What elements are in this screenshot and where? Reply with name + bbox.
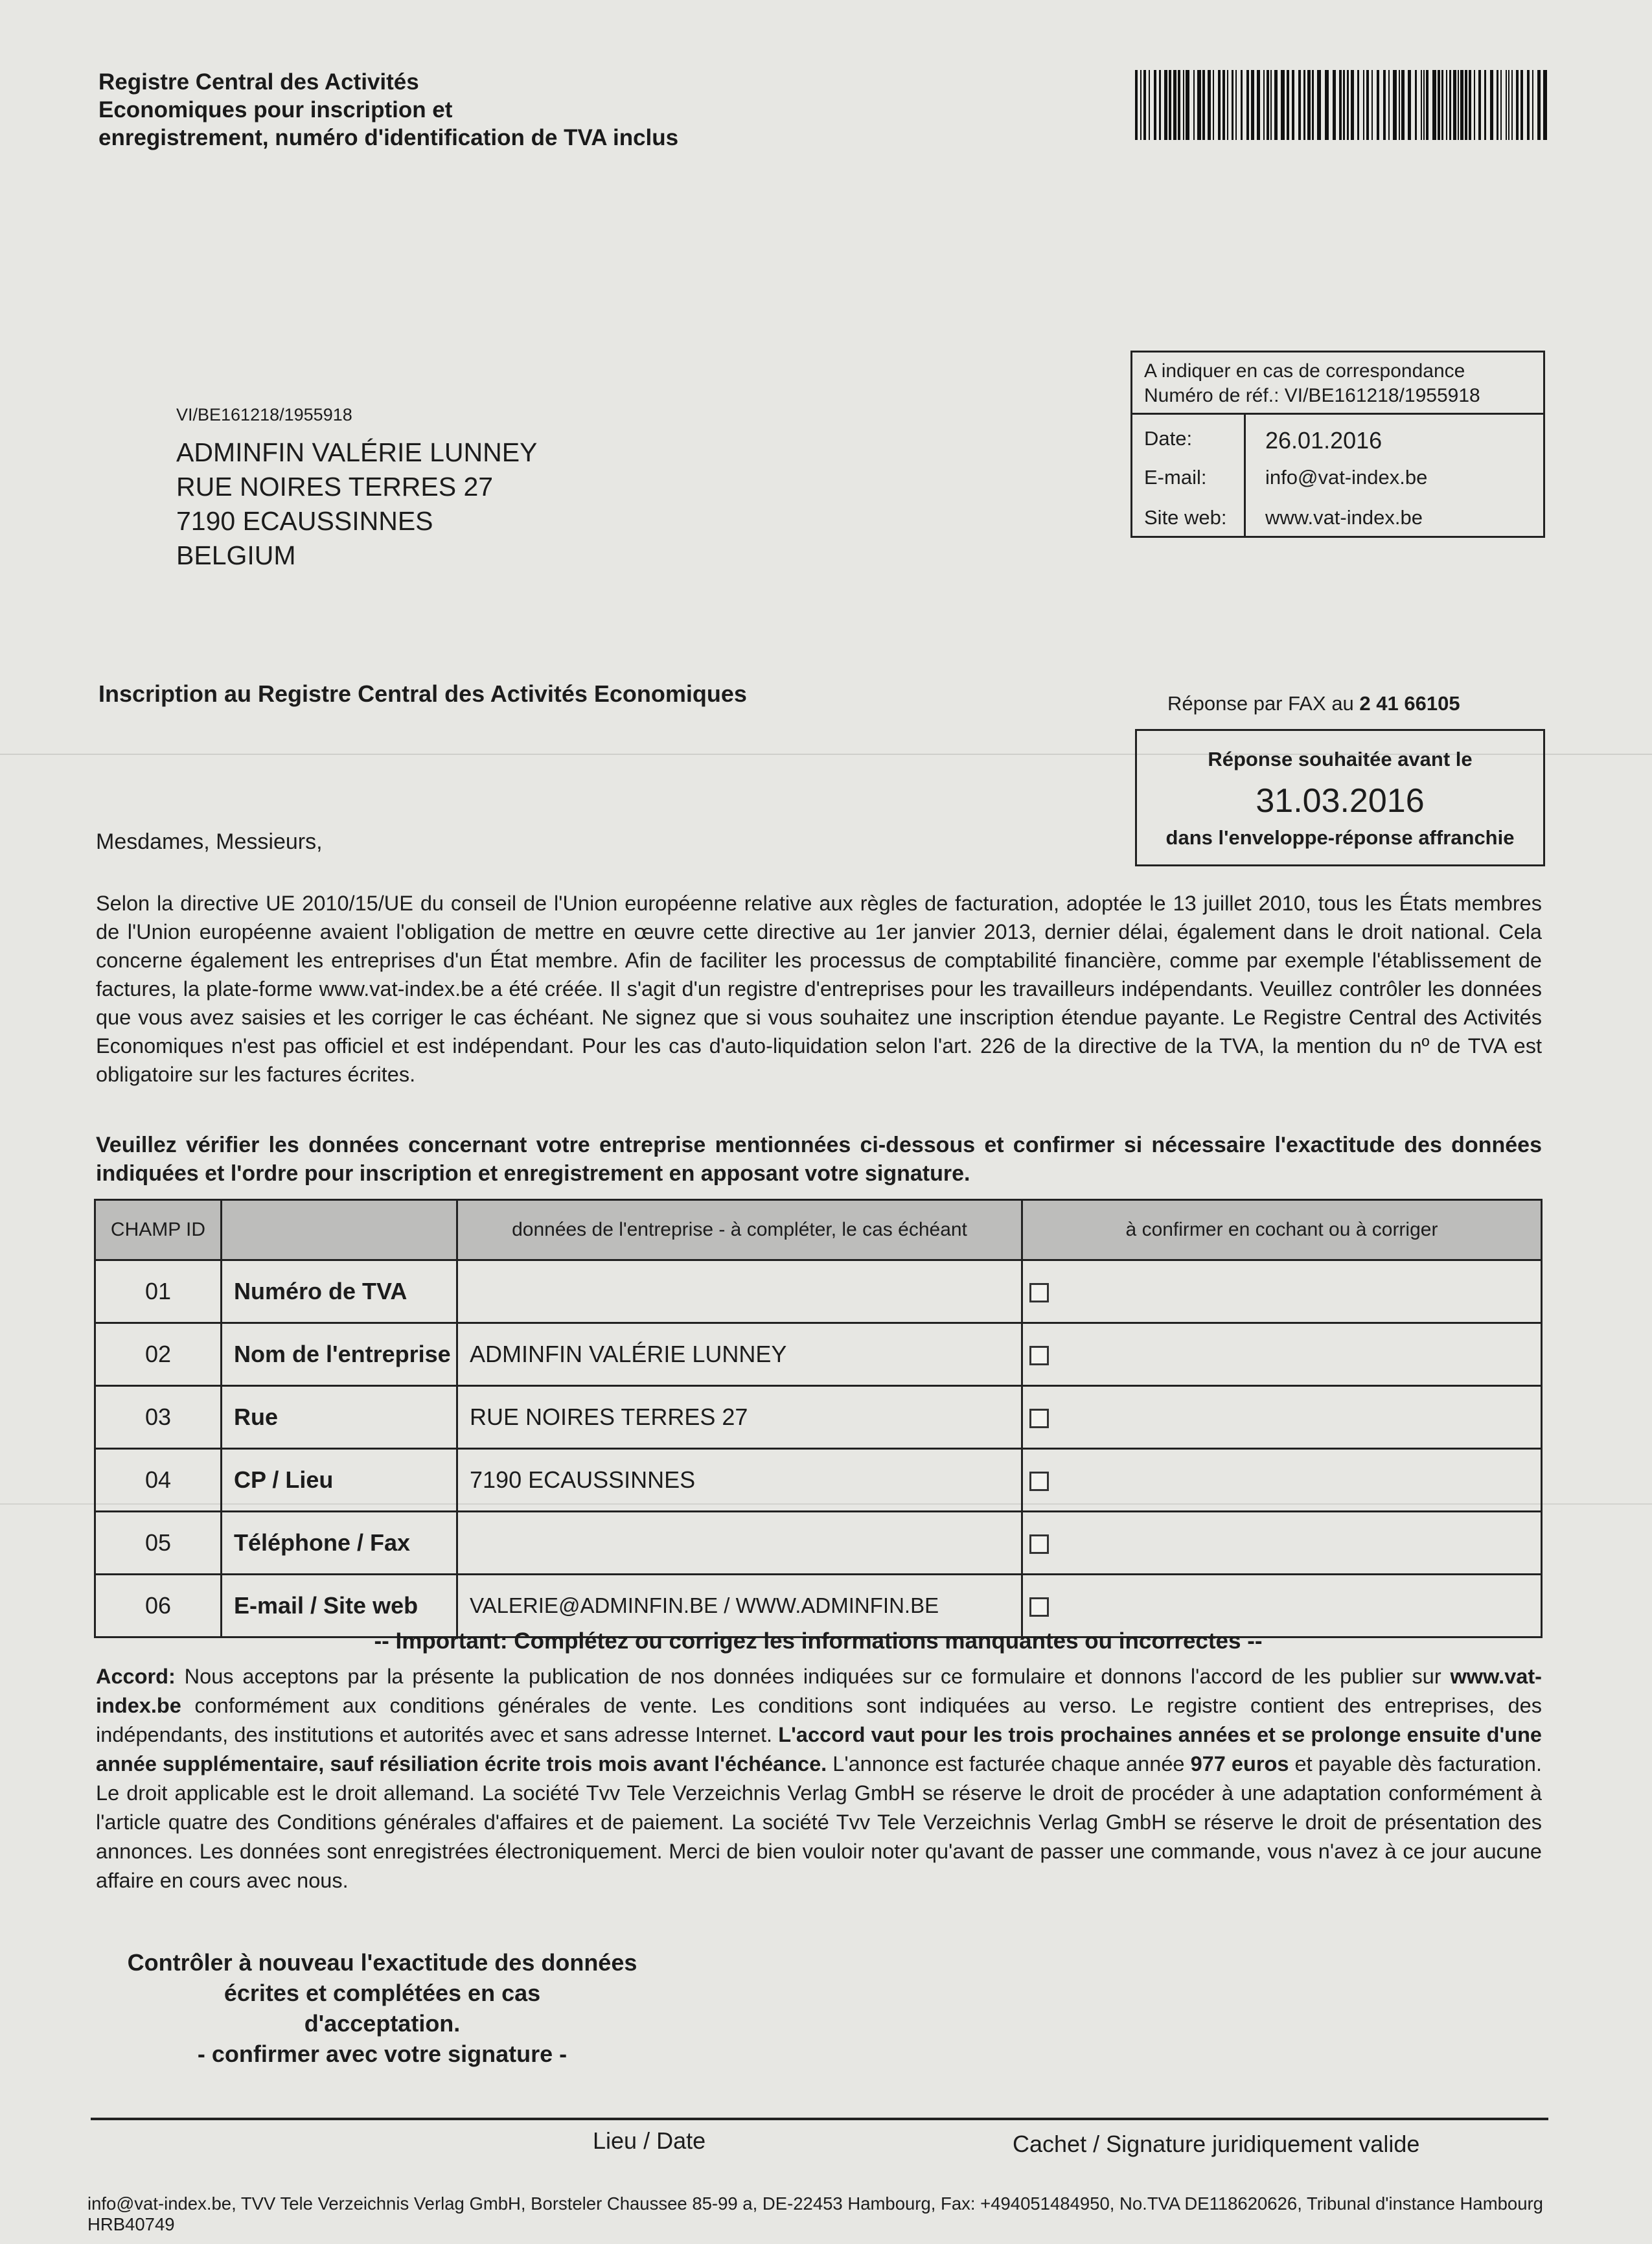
confirm-checkbox[interactable] [1029,1409,1049,1428]
barcode-icon [1135,70,1547,140]
confirm-cell [1022,1575,1542,1637]
header-title [98,68,678,152]
field-label: CP / Lieu [222,1449,457,1512]
deadline-date: 31.03.2016 [1256,782,1425,820]
company-data-table [94,1199,1543,1638]
field-label: Numéro de TVA [222,1260,457,1323]
table-row [95,1386,1542,1449]
address-reference: VI/BE161218/1955918 [176,405,352,424]
correspondence-reference: Numéro de réf.: VI/BE161218/1955918 [1144,385,1480,406]
deadline-envelope-note: dans l'enveloppe-réponse affranchie [1165,826,1515,849]
deadline-box [1135,729,1545,866]
accord-term-clause: L'accord vaut pour les trois prochaines années et se prolonge ensuite d'une année supplémentaire, sauf résiliation écrite trois mois avant l'échéance. [96,1723,1542,1776]
accord-website: www.vat-index.be [96,1665,1542,1717]
header-title-line: Registre Central des Activités [98,69,419,95]
website-label: Site web: [1144,506,1227,529]
accord-text: L'annonce est facturée chaque année [827,1752,1191,1776]
accord-paragraph [96,1662,1542,1895]
signature-line[interactable] [91,2118,1548,2120]
email-website-field[interactable]: VALERIE@ADMINFIN.BE / WWW.ADMINFIN.BE [457,1575,1022,1637]
column-header-confirm: à confirmer en cochant ou à corriger [1022,1200,1542,1260]
company-name-field[interactable]: ADMINFIN VALÉRIE LUNNEY [457,1323,1022,1386]
phone-fax-field[interactable] [457,1512,1022,1575]
field-id: 05 [95,1512,222,1575]
important-note: -- Important: Complétez ou corrigez les informations manquantes ou incorrectes -- [374,1628,1263,1654]
column-header-label [222,1200,457,1260]
signature-label: Cachet / Signature juridiquement valide [1013,2131,1420,2157]
correspondence-note: A indiquer en cas de correspondance [1144,360,1465,382]
control-reminder [97,1947,667,2069]
accord-text: Nous acceptons par la présente la publication de nos données indiquées sur ce formulaire et donnons l'accord de les publier sur [175,1665,1451,1688]
email-value: info@vat-index.be [1265,466,1428,489]
salutation: Mesdames, Messieurs, [96,829,323,854]
confirm-checkbox[interactable] [1029,1597,1049,1617]
address-line: 7190 ECAUSSINNES [176,506,433,536]
correspondence-header [1132,353,1543,415]
field-id: 04 [95,1449,222,1512]
accord-text: et payable dès facturation. Le droit applicable est le droit allemand. La société Tvv Tele Verzeichnis Verlag GmbH se réserve le droit de procéder à une adaptation conformément à l'article quatre des Conditions générales d'affaires et de paiement. La société Tvv Tele Verzeichnis Verlag GmbH se réserve le droit de présentation des annonces. Les données sont enregistrées électroniquement. Merci de bien vouloir noter qu'avant de passer une commande, vous n'avez à ce jour aucune affaire en cours avec nous. [96,1752,1542,1892]
table-row [95,1323,1542,1386]
subject-heading: Inscription au Registre Central des Activités Economiques [98,680,747,707]
accord-amount: 977 euros [1190,1752,1289,1776]
verify-instruction: Veuillez vérifier les données concernant votre entreprise mentionnées ci-dessous et confirmer si nécessaire l'exactitude des données indiquées et l'ordre pour inscription et enregistrement en apposant votre signature. [96,1133,1542,1186]
divider [1244,415,1246,538]
fax-number: 2 41 66105 [1359,692,1460,715]
footer-imprint: info@vat-index.be, TVV Tele Verzeichnis Verlag GmbH, Borsteler Chaussee 85-99 a, DE-22453 Hambourg, Fax: +494051484950, No.TVA DE118620626, Tribunal d'instance Hambourg HRB40749 [87,2193,1543,2234]
field-id: 03 [95,1386,222,1449]
recipient-address [176,435,537,573]
confirm-cell [1022,1323,1542,1386]
field-label: Téléphone / Fax [222,1512,457,1575]
field-id: 02 [95,1323,222,1386]
control-line: écrites et complétées en cas [224,1980,541,2006]
control-line: - confirmer avec votre signature - [197,2041,568,2067]
table-row [95,1575,1542,1637]
date-label: Date: [1144,427,1193,450]
confirm-checkbox[interactable] [1029,1472,1049,1491]
correspondence-box [1130,351,1545,538]
confirm-checkbox[interactable] [1029,1283,1049,1302]
field-id: 01 [95,1260,222,1323]
confirm-cell [1022,1449,1542,1512]
address-line: BELGIUM [176,540,296,570]
field-label: E-mail / Site web [222,1575,457,1637]
table-row [95,1512,1542,1575]
control-line: Contrôler à nouveau l'exactitude des données [127,1949,637,1976]
header-title-line: enregistrement, numéro d'identification de TVA inclus [98,125,679,150]
confirm-cell [1022,1260,1542,1323]
table-row [95,1260,1542,1323]
body-paragraph: Selon la directive UE 2010/15/UE du conseil de l'Union européenne relative aux règles de facturation, adoptée le 13 juillet 2010, tous les États membres de l'Union européenne avaient l'obligation de mettre en œuvre cette directive au 1er janvier 2013, dernier délai, également dans le droit national. Cela concerne également les entreprises d'un État membre. Afin de faciliter les processus de comptabilité financière, comme par exemple l'établissement de factures, la plate-forme www.vat-index.be a été créée. Il s'agit d'un registre d'entreprises pour les travailleurs indépendants. Veuillez contrôler les données que vous avez saisies et les corriger le cas échéant. Ne signez que si vous souhaitez une inscription étendue payante. Le Registre Central des Activités Economiques n'est pas officiel et est indépendant. Pour les cas d'auto-liquidation selon l'art. 226 de la directive de la TVA, la mention du nº de TVA est obligatoire sur les factures écrites. [96,892,1542,1086]
confirm-checkbox[interactable] [1029,1346,1049,1365]
vat-number-field[interactable] [457,1260,1022,1323]
field-id: 06 [95,1575,222,1637]
field-label: Rue [222,1386,457,1449]
address-line: RUE NOIRES TERRES 27 [176,472,494,502]
accord-label: Accord: [96,1665,176,1688]
confirm-checkbox[interactable] [1029,1534,1049,1554]
accord-text: conformément aux conditions générales de vente. Les conditions sont indiquées au verso. Le registre contient des entreprises, des indépendants, des institutions et autorités avec et sans adresse Internet. [96,1694,1542,1746]
column-header-data: données de l'entreprise - à compléter, le cas échéant [457,1200,1022,1260]
email-label: E-mail: [1144,466,1207,489]
place-date-label: Lieu / Date [593,2127,706,2154]
fax-label: Réponse par FAX au [1167,692,1354,715]
column-header-id: CHAMP ID [95,1200,222,1260]
header-title-line: Economiques pour inscription et [98,97,453,122]
field-label: Nom de l'entreprise [222,1323,457,1386]
confirm-cell [1022,1386,1542,1449]
website-value: www.vat-index.be [1265,506,1423,529]
table-header-row [95,1200,1542,1260]
postcode-city-field[interactable]: 7190 ECAUSSINNES [457,1449,1022,1512]
fax-response [1167,692,1460,715]
street-field[interactable]: RUE NOIRES TERRES 27 [457,1386,1022,1449]
address-line: ADMINFIN VALÉRIE LUNNEY [176,437,538,467]
date-value: 26.01.2016 [1265,427,1382,454]
table-row [95,1449,1542,1512]
deadline-label: Réponse souhaitée avant le [1208,748,1473,770]
control-line: d'acceptation. [304,2010,461,2037]
confirm-cell [1022,1512,1542,1575]
